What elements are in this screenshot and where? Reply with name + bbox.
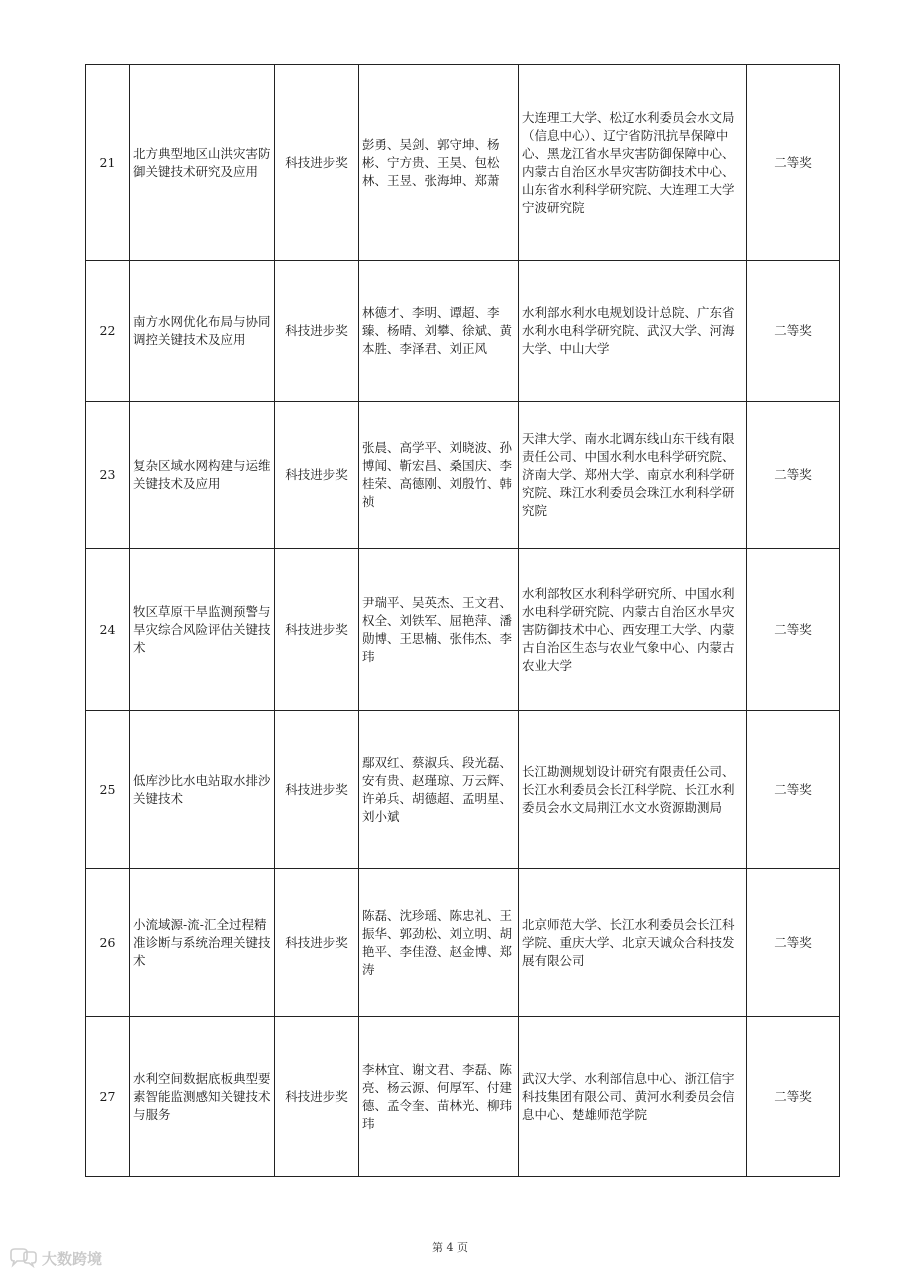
row-number: 22 bbox=[86, 261, 130, 402]
award-grade: 二等奖 bbox=[747, 65, 840, 261]
table-row bbox=[86, 65, 840, 261]
completion-units: 北京师范大学、长江水利委员会长江科学院、重庆大学、北京天诚众合科技发展有限公司 bbox=[519, 869, 747, 1017]
completion-units: 水利部牧区水利科学研究所、中国水利水电科学研究院、内蒙古自治区水旱灾害防御技术中心、西安理工大学、内蒙古自治区生态与农业气象中心、内蒙古农业大学 bbox=[519, 549, 747, 711]
project-name: 水利空间数据底板典型要素智能监测感知关键技术与服务 bbox=[130, 1017, 275, 1177]
table-row bbox=[86, 549, 840, 711]
watermark bbox=[8, 1247, 102, 1269]
row-number: 27 bbox=[86, 1017, 130, 1177]
project-name: 北方典型地区山洪灾害防御关键技术研究及应用 bbox=[130, 65, 275, 261]
award-grade: 二等奖 bbox=[747, 549, 840, 711]
row-number: 21 bbox=[86, 65, 130, 261]
watermark-text: 大数跨境 bbox=[42, 1249, 103, 1268]
award-grade: 二等奖 bbox=[747, 402, 840, 549]
main-contributors: 张晨、高学平、刘晓波、孙博闻、靳宏昌、桑国庆、李桂荣、高德刚、刘殷竹、韩祯 bbox=[359, 402, 519, 549]
completion-units: 水利部水利水电规划设计总院、广东省水利水电科学研究院、武汉大学、河海大学、中山大学 bbox=[519, 261, 747, 402]
project-name: 南方水网优化布局与协同调控关键技术及应用 bbox=[130, 261, 275, 402]
award-grade: 二等奖 bbox=[747, 869, 840, 1017]
completion-units: 长江勘测规划设计研究有限责任公司、长江水利委员会长江科学院、长江水利委员会水文局荆江水文水资源勘测局 bbox=[519, 711, 747, 869]
main-contributors: 李林宜、谢文君、李磊、陈亮、杨云源、何厚军、付建德、孟令奎、苗林光、柳玮玮 bbox=[359, 1017, 519, 1177]
table-row bbox=[86, 1017, 840, 1177]
project-name: 小流域源-流-汇全过程精准诊断与系统治理关键技术 bbox=[130, 869, 275, 1017]
main-contributors: 尹瑞平、吴英杰、王文君、权全、刘铁军、屈艳萍、潘勋博、王思楠、张伟杰、李玮 bbox=[359, 549, 519, 711]
chat-bubble-logo-icon bbox=[8, 1248, 38, 1268]
table-row bbox=[86, 261, 840, 402]
award-grade: 二等奖 bbox=[747, 1017, 840, 1177]
project-name: 牧区草原干旱监测预警与旱灾综合风险评估关键技术 bbox=[130, 549, 275, 711]
completion-units: 天津大学、南水北调东线山东干线有限责任公司、中国水利水电科学研究院、济南大学、郑州大学、南京水利科学研究院、珠江水利委员会珠江水利科学研究院 bbox=[519, 402, 747, 549]
award-grade: 二等奖 bbox=[747, 711, 840, 869]
award-type: 科技进步奖 bbox=[275, 549, 359, 711]
main-contributors: 林德才、李明、谭超、李臻、杨晴、刘攀、徐斌、黄本胜、李泽君、刘正风 bbox=[359, 261, 519, 402]
table-row bbox=[86, 869, 840, 1017]
table-row bbox=[86, 402, 840, 549]
award-type: 科技进步奖 bbox=[275, 65, 359, 261]
row-number: 23 bbox=[86, 402, 130, 549]
main-contributors: 彭勇、吴剑、郭守坤、杨彬、宁方贵、王昊、包松林、王昱、张海坤、郑萧 bbox=[359, 65, 519, 261]
row-number: 25 bbox=[86, 711, 130, 869]
project-name: 低库沙比水电站取水排沙关键技术 bbox=[130, 711, 275, 869]
award-type: 科技进步奖 bbox=[275, 711, 359, 869]
award-grade: 二等奖 bbox=[747, 261, 840, 402]
table-row bbox=[86, 711, 840, 869]
row-number: 26 bbox=[86, 869, 130, 1017]
award-type: 科技进步奖 bbox=[275, 261, 359, 402]
row-number: 24 bbox=[86, 549, 130, 711]
completion-units: 武汉大学、水利部信息中心、浙江信宇科技集团有限公司、黄河水利委员会信息中心、楚雄师范学院 bbox=[519, 1017, 747, 1177]
page-number: 第 4 页 bbox=[432, 1241, 468, 1254]
award-type: 科技进步奖 bbox=[275, 402, 359, 549]
project-name: 复杂区域水网构建与运维关键技术及应用 bbox=[130, 402, 275, 549]
completion-units: 大连理工大学、松辽水利委员会水文局（信息中心）、辽宁省防汛抗旱保障中心、黑龙江省水旱灾害防御保障中心、内蒙古自治区水旱灾害防御技术中心、山东省水利科学研究院、大连理工大学宁波研究院 bbox=[519, 65, 747, 261]
awards-table bbox=[85, 64, 840, 1177]
award-type: 科技进步奖 bbox=[275, 1017, 359, 1177]
award-type: 科技进步奖 bbox=[275, 869, 359, 1017]
main-contributors: 陈磊、沈珍瑶、陈忠礼、王振华、郭劲松、刘立明、胡艳平、李佳澄、赵金博、郑涛 bbox=[359, 869, 519, 1017]
main-contributors: 鄢双红、蔡淑兵、段光磊、安有贵、赵瑾琼、万云辉、许弟兵、胡德超、孟明星、刘小斌 bbox=[359, 711, 519, 869]
